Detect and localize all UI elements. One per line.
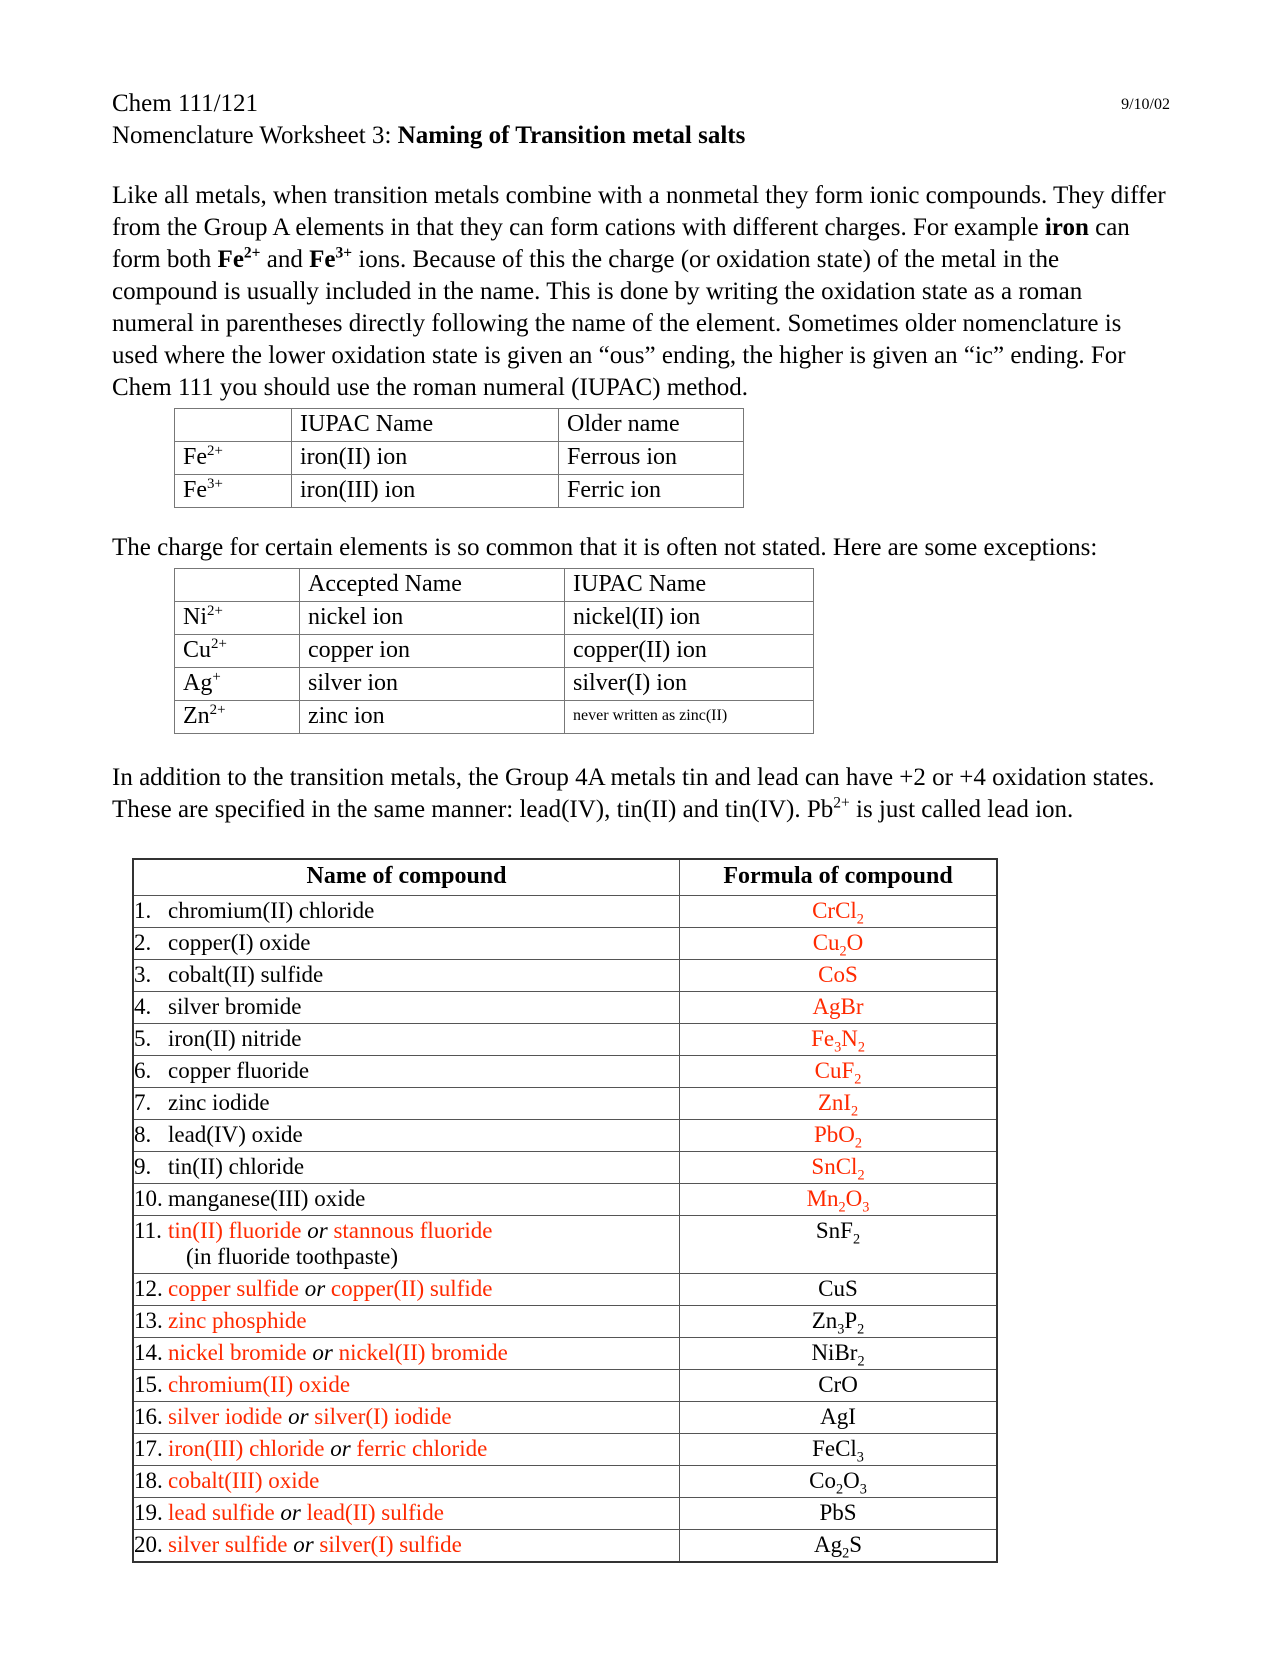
row-number: 4. — [134, 993, 152, 1019]
row-number: 2. — [134, 929, 152, 955]
compound-formula-cell: $Cu_2O$ — [680, 927, 998, 959]
compound-name-cell — [133, 991, 680, 1023]
intro-p1-text-d: ions. Because of this the charge (or oxidation state) of the metal in the compound is usually included in the name. This is done by writing the oxidation state as a roman numeral in parentheses directly following the name of the element. Sometimes older nomenclature is used where the lower oxidation state is given an “ous” ending, the higher is given an “ic” ending. For Chem 111 you should use the roman numeral (IUPAC) method. — [112, 245, 1126, 401]
compound-formula-cell: ZnI$_2$ — [680, 1087, 998, 1119]
ion-symbol-charge: + — [212, 668, 221, 685]
table-row — [175, 441, 744, 474]
col-header-accepted-name: Accepted Name — [300, 568, 565, 601]
compound-name-primary: tin(II) fluoride — [168, 1217, 302, 1243]
compound-name-alternative: nickel(II) bromide — [338, 1339, 508, 1365]
compound-formula-cell: $Co_2O_3$ — [680, 1465, 998, 1497]
table-row — [133, 1055, 997, 1087]
compound-name-primary: silver iodide — [168, 1403, 283, 1429]
ion-older-cell: Ferrous ion — [559, 441, 744, 474]
worksheet-topic-label: Naming of Transition metal salts — [397, 122, 746, 150]
row-number: 11. — [134, 1217, 162, 1243]
table-row — [175, 700, 814, 733]
intro-paragraph-1 — [112, 180, 1170, 404]
table-row — [133, 1215, 997, 1273]
row-number: 18. — [134, 1467, 163, 1493]
compound-formula-cell: FeCl$_3$ — [680, 1433, 998, 1465]
col-header-iupac-name: IUPAC Name — [292, 408, 559, 441]
table-row — [133, 959, 997, 991]
compound-name-cell — [133, 1151, 680, 1183]
row-number: 12. — [134, 1275, 163, 1301]
table-row — [133, 1529, 997, 1562]
row-number: 6. — [134, 1057, 152, 1083]
formula-subscript: 2 — [851, 1103, 859, 1120]
row-number: 14. — [134, 1339, 163, 1365]
formula-subscript: 2 — [857, 1321, 865, 1338]
row-number: 3. — [134, 961, 152, 987]
row-number: 17. — [134, 1435, 163, 1461]
compound-name-alternative: ferric chloride — [356, 1435, 488, 1461]
alternative-separator: or — [324, 1435, 357, 1461]
ion-symbol-cell — [175, 441, 292, 474]
table-row — [133, 1023, 997, 1055]
alternative-separator: or — [287, 1531, 320, 1557]
col-header-iupac-name: IUPAC Name — [565, 568, 814, 601]
table-header-row — [133, 859, 997, 896]
compound-name-cell — [133, 1305, 680, 1337]
compound-formula-cell: CuS — [680, 1273, 998, 1305]
compound-name-primary: nickel bromide — [168, 1339, 307, 1365]
ion-symbol-cell — [175, 667, 300, 700]
formula-subscript: 2 — [835, 1481, 844, 1498]
compound-formula-cell: SnCl$_2$ — [680, 1151, 998, 1183]
formula-subscript: 2 — [856, 911, 864, 928]
compound-name-cell — [133, 1401, 680, 1433]
pb2-base: Pb — [806, 795, 834, 823]
compound-name-cell — [133, 1183, 680, 1215]
intro-p3-text-b: is just called lead ion. — [849, 795, 1074, 823]
iron-ion-table — [174, 408, 744, 508]
compound-name-cell — [133, 1023, 680, 1055]
table-header-row — [175, 568, 814, 601]
formula-subscript: 2 — [854, 1135, 863, 1152]
row-number: 19. — [134, 1499, 163, 1525]
fe3-base: Fe — [309, 245, 336, 273]
formula-subscript: 2 — [842, 1545, 850, 1562]
row-number: 9. — [134, 1153, 152, 1179]
compound-name-alternative: silver(I) sulfide — [319, 1531, 462, 1557]
table-row — [175, 601, 814, 634]
compound-name-primary: zinc phosphide — [168, 1307, 307, 1333]
row-number: 16. — [134, 1403, 163, 1429]
formula-subscript: 2 — [857, 1039, 865, 1056]
ion-accepted-cell: nickel ion — [300, 601, 565, 634]
ion-symbol-base: Zn — [183, 702, 210, 729]
table-row — [133, 1465, 997, 1497]
table-row — [133, 1151, 997, 1183]
ion-iupac-cell: iron(III) ion — [292, 474, 559, 507]
compound-name-cell — [133, 1465, 680, 1497]
compound-formula-cell: CoS — [680, 959, 998, 991]
compound-name-alternative: copper(II) sulfide — [330, 1275, 493, 1301]
formula-subscript: 3 — [837, 1321, 845, 1338]
compound-name-primary: copper sulfide — [168, 1275, 299, 1301]
col-header-name-of-compound: Name of compound — [133, 859, 680, 896]
compound-names-table — [132, 858, 998, 1563]
table-row — [133, 927, 997, 959]
row-number: 10. — [134, 1185, 163, 1211]
ion-symbol-cell — [175, 634, 300, 667]
ion-symbol-base: Ni — [183, 603, 207, 630]
intro-p3-text-a: In addition to the transition metals, the Group 4A metals tin and lead can have +2 or +4 oxidation states. These are specified in the same manner: lead(IV), tin(II) and tin(IV). — [112, 763, 1155, 823]
intro-p1-text-a: Like all metals, when transition metals combine with a nonmetal they form ionic compounds. They differ from the Group A elements in that they can form cations with different charges. For example — [112, 181, 1166, 241]
formula-subscript: 2 — [854, 1071, 862, 1088]
common-ion-exceptions-table — [174, 568, 814, 734]
ion-symbol-charge: 2+ — [209, 701, 226, 718]
ion-iupac-cell: copper(II) ion — [565, 634, 814, 667]
intro-paragraph-2: The charge for certain elements is so common that it is often not stated. Here are some exceptions: — [112, 533, 1098, 561]
ion-symbol-cell — [175, 700, 300, 733]
compound-name-primary: cobalt(III) oxide — [168, 1467, 320, 1493]
ion-symbol-base: Ag — [183, 669, 213, 696]
table-row — [133, 1087, 997, 1119]
compound-formula-cell: NiBr$_2$ — [680, 1337, 998, 1369]
compound-name-alternative: stannous fluoride — [333, 1217, 493, 1243]
formula-subscript: 3 — [856, 1449, 864, 1466]
compound-name-cell — [133, 1119, 680, 1151]
ion-symbol-cell — [175, 601, 300, 634]
col-header-symbol — [175, 568, 300, 601]
compound-name-cell — [133, 1497, 680, 1529]
compound-formula-cell: $Ag_2S$ — [680, 1529, 998, 1562]
intro-p1-text-c: and — [260, 245, 310, 273]
fe3-formula — [309, 246, 352, 273]
document-header — [112, 88, 1170, 119]
compound-formula-cell: $Zn_3P_2$ — [680, 1305, 998, 1337]
compound-name-cell — [133, 1087, 680, 1119]
course-title: Chem 111/121 — [112, 90, 259, 117]
table-row — [133, 1183, 997, 1215]
alternative-separator: or — [274, 1499, 307, 1525]
table-header-row — [175, 408, 744, 441]
table-row — [133, 895, 997, 927]
row-number: 20. — [134, 1531, 163, 1557]
compound-formula-cell: CrCl$_2$ — [680, 895, 998, 927]
ion-symbol-base: Fe — [183, 443, 207, 470]
intro-p1-text-b: can form both — [112, 213, 1130, 273]
table-row — [175, 474, 744, 507]
formula-subscript: 3 — [862, 1199, 870, 1216]
table-row — [133, 1497, 997, 1529]
row-number: 5. — [134, 1025, 152, 1051]
formula-subscript: 2 — [838, 1199, 846, 1216]
worksheet-number-label: Nomenclature Worksheet 3 — [112, 122, 385, 150]
formula-subscript: 2 — [852, 1231, 861, 1248]
ion-accepted-cell: copper ion — [300, 634, 565, 667]
alternative-separator: or — [301, 1217, 334, 1243]
row-number: 8. — [134, 1121, 152, 1147]
table-row — [175, 634, 814, 667]
ion-symbol-base: Fe — [183, 476, 207, 503]
compound-name-primary: iron(II) nitride — [168, 1025, 302, 1051]
fe2-charge: 2+ — [243, 244, 261, 262]
compound-formula-cell: AgI — [680, 1401, 998, 1433]
compound-name-cell — [133, 1215, 680, 1273]
compound-name-cell — [133, 1273, 680, 1305]
row-number: 7. — [134, 1089, 152, 1115]
compound-name-cell — [133, 1369, 680, 1401]
table-row — [133, 1433, 997, 1465]
compound-formula-cell: SnF$_2$ — [680, 1215, 998, 1273]
ion-iupac-cell: nickel(II) ion — [565, 601, 814, 634]
compound-name-alternative: silver(I) iodide — [314, 1403, 452, 1429]
compound-name-cell — [133, 895, 680, 927]
formula-subscript: 2 — [857, 1353, 865, 1370]
ion-symbol-charge: 2+ — [211, 635, 227, 652]
ion-accepted-cell: silver ion — [300, 667, 565, 700]
col-header-older-name: Older name — [559, 408, 744, 441]
fe2-base: Fe — [217, 245, 244, 273]
row-number: 1. — [134, 897, 152, 923]
row-number: 13. — [134, 1307, 163, 1333]
compound-formula-cell: AgBr — [680, 991, 998, 1023]
col-header-symbol — [175, 408, 292, 441]
compound-formula-cell: $Fe_3N_2$ — [680, 1023, 998, 1055]
table-row — [133, 1337, 997, 1369]
compound-name-primary: lead sulfide — [168, 1499, 275, 1525]
compound-name-cell — [133, 1433, 680, 1465]
table-row — [133, 1119, 997, 1151]
worksheet-subtitle — [112, 120, 1170, 151]
compound-name-cell — [133, 927, 680, 959]
ion-symbol-charge: 2+ — [207, 602, 223, 619]
compound-name-primary: silver bromide — [168, 993, 302, 1019]
compound-formula-cell: CuF$_2$ — [680, 1055, 998, 1087]
compound-name-primary: silver sulfide — [168, 1531, 288, 1557]
compound-name-note: (in fluoride toothpaste) — [186, 1243, 399, 1269]
compound-formula-cell: CrO — [680, 1369, 998, 1401]
compound-name-cell — [133, 959, 680, 991]
ion-iupac-cell: iron(II) ion — [292, 441, 559, 474]
table-row — [133, 1401, 997, 1433]
table-row — [133, 1305, 997, 1337]
compound-name-alternative: lead(II) sulfide — [306, 1499, 444, 1525]
table-row — [133, 1369, 997, 1401]
compound-formula-cell: PbS — [680, 1497, 998, 1529]
table-row — [133, 1273, 997, 1305]
ion-symbol-cell — [175, 474, 292, 507]
compound-name-primary: copper fluoride — [168, 1057, 310, 1083]
compound-name-primary: manganese(III) oxide — [168, 1185, 366, 1211]
formula-subscript: 3 — [859, 1481, 867, 1498]
intro-paragraph-3 — [112, 762, 1170, 826]
compound-name-cell — [133, 1529, 680, 1562]
alternative-separator: or — [306, 1339, 339, 1365]
compound-name-primary: cobalt(II) sulfide — [168, 961, 324, 987]
table-row — [175, 667, 814, 700]
compound-name-primary: lead(IV) oxide — [168, 1121, 303, 1147]
compound-name-cell — [133, 1337, 680, 1369]
col-header-formula-of-compound: Formula of compound — [680, 859, 998, 896]
ion-iupac-cell: silver(I) ion — [565, 667, 814, 700]
ion-symbol-charge: 2+ — [207, 442, 223, 459]
compound-formula-cell: $Mn_2O_3$ — [680, 1183, 998, 1215]
compound-name-cell — [133, 1055, 680, 1087]
fe3-charge: 3+ — [335, 244, 353, 262]
alternative-separator: or — [298, 1275, 331, 1301]
intro-p1-bold-iron: iron — [1044, 213, 1089, 241]
compound-name-primary: copper(I) oxide — [168, 929, 311, 955]
pb2-charge: 2+ — [833, 794, 850, 812]
worksheet-colon: : — [384, 122, 398, 150]
compound-name-primary: iron(III) chloride — [168, 1435, 325, 1461]
ion-symbol-base: Cu — [183, 636, 212, 663]
alternative-separator: or — [282, 1403, 315, 1429]
row-number: 15. — [134, 1371, 163, 1397]
document-date: 9/10/02 — [1121, 96, 1170, 113]
compound-name-primary: tin(II) chloride — [168, 1153, 305, 1179]
formula-subscript: 2 — [857, 1167, 865, 1184]
table-row — [133, 991, 997, 1023]
compound-name-primary: zinc iodide — [168, 1089, 270, 1115]
formula-subscript: 3 — [834, 1039, 842, 1056]
compound-name-primary: chromium(II) chloride — [168, 897, 375, 923]
ion-accepted-cell: zinc ion — [300, 700, 565, 733]
ion-older-cell: Ferric ion — [559, 474, 744, 507]
ion-iupac-note-cell: never written as zinc(II) — [565, 700, 814, 733]
fe2-formula — [218, 246, 261, 273]
compound-formula-cell: PbO$_2$ — [680, 1119, 998, 1151]
pb2-formula — [807, 796, 850, 823]
compound-name-primary: chromium(II) oxide — [168, 1371, 351, 1397]
ion-symbol-charge: 3+ — [207, 475, 223, 492]
compound-rows-body — [133, 895, 997, 1562]
formula-subscript: 2 — [839, 943, 847, 960]
